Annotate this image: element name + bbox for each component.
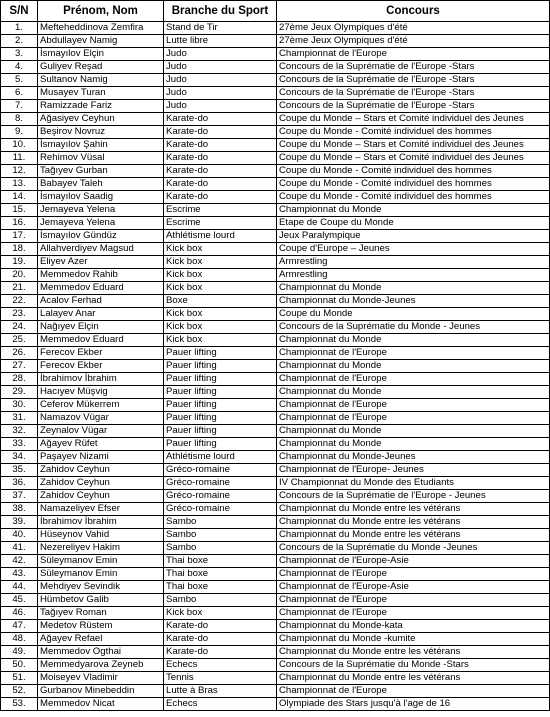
- table-row: [1, 386, 550, 399]
- cell-sn: 28.: [1, 373, 38, 386]
- table-row: [1, 633, 550, 646]
- cell-name: Zeynalov Vügar: [38, 425, 164, 438]
- cell-sn: 17.: [1, 230, 38, 243]
- cell-contest: Championnat de l'Europe- Jeunes: [277, 464, 550, 477]
- cell-contest: Coupe du Monde: [277, 308, 550, 321]
- cell-name: Nezereliyev Hakim: [38, 542, 164, 555]
- cell-sport: Judo: [164, 74, 277, 87]
- cell-name: Ferecov Ekber: [38, 360, 164, 373]
- cell-sn: 39.: [1, 516, 38, 529]
- cell-sn: 15.: [1, 204, 38, 217]
- cell-name: Rehimov Vüsal: [38, 152, 164, 165]
- cell-sn: 6.: [1, 87, 38, 100]
- cell-sport: Karate-do: [164, 191, 277, 204]
- table-row: [1, 516, 550, 529]
- cell-sn: 37.: [1, 490, 38, 503]
- cell-name: Beşirov Novruz: [38, 126, 164, 139]
- cell-sport: Athlétisme lourd: [164, 451, 277, 464]
- cell-name: Zahidov Ceyhun: [38, 490, 164, 503]
- cell-sn: 13.: [1, 178, 38, 191]
- cell-name: Mefteheddinova Zemfira: [38, 22, 164, 35]
- table-row: [1, 347, 550, 360]
- table-row: [1, 698, 550, 711]
- table-row: [1, 542, 550, 555]
- cell-sn: 9.: [1, 126, 38, 139]
- table-row: [1, 607, 550, 620]
- cell-sport: Thai boxe: [164, 581, 277, 594]
- cell-sport: Pauer lifting: [164, 347, 277, 360]
- cell-name: Namazov Vügar: [38, 412, 164, 425]
- cell-sn: 21.: [1, 282, 38, 295]
- table-row: [1, 204, 550, 217]
- cell-sport: Karate-do: [164, 633, 277, 646]
- cell-contest: Championnat du Monde-Jeunes: [277, 451, 550, 464]
- cell-name: Ağasiyev Ceyhun: [38, 113, 164, 126]
- cell-name: Memmedov Nicat: [38, 698, 164, 711]
- cell-sn: 27.: [1, 360, 38, 373]
- cell-contest: Championnat du Monde: [277, 360, 550, 373]
- cell-sport: Kick box: [164, 243, 277, 256]
- cell-contest: Championnat du Monde: [277, 386, 550, 399]
- cell-sport: Lutte libre: [164, 35, 277, 48]
- cell-name: Acalov Ferhad: [38, 295, 164, 308]
- table-row: [1, 360, 550, 373]
- table-row: [1, 646, 550, 659]
- cell-sport: Sambo: [164, 529, 277, 542]
- cell-sn: 18.: [1, 243, 38, 256]
- table-row: [1, 321, 550, 334]
- cell-contest: Coupe du Monde - Comité individuel des hommes: [277, 165, 550, 178]
- cell-sport: Escrime: [164, 204, 277, 217]
- header-sn: S/N: [1, 1, 38, 22]
- cell-sport: Gréco-romaine: [164, 464, 277, 477]
- cell-contest: Concours de la Suprématie de l'Europe -Stars: [277, 74, 550, 87]
- cell-sn: 2.: [1, 35, 38, 48]
- table-row: [1, 48, 550, 61]
- table-row: [1, 165, 550, 178]
- cell-name: Eliyev Azer: [38, 256, 164, 269]
- header-row: [1, 1, 550, 22]
- cell-name: İbrahimov İbrahim: [38, 516, 164, 529]
- cell-sn: 49.: [1, 646, 38, 659]
- cell-sport: Pauer lifting: [164, 399, 277, 412]
- cell-contest: Championnat du Monde entre les vétérans: [277, 529, 550, 542]
- cell-sport: Kick box: [164, 334, 277, 347]
- cell-name: İsmayılov Gündüz: [38, 230, 164, 243]
- table-row: [1, 152, 550, 165]
- cell-sn: 36.: [1, 477, 38, 490]
- cell-sport: Pauer lifting: [164, 386, 277, 399]
- table-row: [1, 256, 550, 269]
- cell-sn: 14.: [1, 191, 38, 204]
- cell-sport: Judo: [164, 61, 277, 74]
- table-row: [1, 113, 550, 126]
- cell-sport: Athlétisme lourd: [164, 230, 277, 243]
- cell-sn: 52.: [1, 685, 38, 698]
- cell-sport: Sambo: [164, 594, 277, 607]
- cell-name: Ağayev Rüfet: [38, 438, 164, 451]
- cell-sn: 34.: [1, 451, 38, 464]
- cell-contest: Championnat du Monde: [277, 438, 550, 451]
- table-row: [1, 490, 550, 503]
- cell-sport: Escrime: [164, 217, 277, 230]
- cell-name: İsmayılov Elçin: [38, 48, 164, 61]
- cell-contest: Championnat de l'Europe: [277, 347, 550, 360]
- cell-contest: Championnat du Monde-kata: [277, 620, 550, 633]
- cell-sn: 12.: [1, 165, 38, 178]
- cell-sn: 30.: [1, 399, 38, 412]
- cell-sport: Kick box: [164, 256, 277, 269]
- cell-contest: Armrestling: [277, 269, 550, 282]
- cell-name: Memmedov Rahib: [38, 269, 164, 282]
- cell-sport: Karate-do: [164, 165, 277, 178]
- table-row: [1, 22, 550, 35]
- cell-sn: 53.: [1, 698, 38, 711]
- cell-sport: Kick box: [164, 308, 277, 321]
- cell-name: İsmayılov Saadig: [38, 191, 164, 204]
- table-row: [1, 451, 550, 464]
- cell-name: Hümbetov Galib: [38, 594, 164, 607]
- cell-sn: 16.: [1, 217, 38, 230]
- cell-sport: Lutte à Bras: [164, 685, 277, 698]
- cell-name: Lalayev Anar: [38, 308, 164, 321]
- table-row: [1, 295, 550, 308]
- table-row: [1, 581, 550, 594]
- cell-sport: Karate-do: [164, 178, 277, 191]
- cell-contest: Championnat du Monde: [277, 425, 550, 438]
- cell-contest: Concours de la Suprématie du Monde - Jeunes: [277, 321, 550, 334]
- cell-contest: 27ème Jeux Olympiques d'été: [277, 22, 550, 35]
- table-row: [1, 178, 550, 191]
- cell-sport: Judo: [164, 48, 277, 61]
- cell-contest: Championnat du Monde-Jeunes: [277, 295, 550, 308]
- cell-contest: Jeux Paralympique: [277, 230, 550, 243]
- cell-name: Memmedov Eduard: [38, 282, 164, 295]
- cell-sn: 24.: [1, 321, 38, 334]
- cell-sn: 22.: [1, 295, 38, 308]
- cell-contest: Concours de la Suprématie de l'Europe -Stars: [277, 61, 550, 74]
- cell-name: Moiseyev Vladimir: [38, 672, 164, 685]
- cell-contest: Coupe d'Europe – Jeunes: [277, 243, 550, 256]
- table-row: [1, 425, 550, 438]
- cell-sport: Judo: [164, 87, 277, 100]
- table-row: [1, 555, 550, 568]
- cell-contest: Championnat du Monde entre les vétérans: [277, 646, 550, 659]
- cell-name: Allahverdiyev Magsud: [38, 243, 164, 256]
- header-sport: Branche du Sport: [164, 1, 277, 22]
- cell-name: İsmayılov Şahin: [38, 139, 164, 152]
- cell-contest: Coupe du Monde – Stars et Comité individuel des Jeunes: [277, 139, 550, 152]
- table-row: [1, 334, 550, 347]
- table-row: [1, 282, 550, 295]
- cell-sn: 31.: [1, 412, 38, 425]
- table-row: [1, 191, 550, 204]
- cell-sn: 1.: [1, 22, 38, 35]
- cell-contest: Coupe du Monde - Comité individuel des hommes: [277, 126, 550, 139]
- cell-name: Guliyev Reşad: [38, 61, 164, 74]
- cell-sn: 46.: [1, 607, 38, 620]
- cell-sport: Karate-do: [164, 620, 277, 633]
- table-row: [1, 399, 550, 412]
- cell-name: Ceferov Mükerrem: [38, 399, 164, 412]
- cell-sn: 20.: [1, 269, 38, 282]
- cell-name: Musayev Turan: [38, 87, 164, 100]
- cell-contest: Championnat de l'Europe-Asie: [277, 555, 550, 568]
- cell-sport: Gréco-romaine: [164, 503, 277, 516]
- cell-sport: Kick box: [164, 607, 277, 620]
- cell-sport: Thai boxe: [164, 568, 277, 581]
- cell-contest: Concours de la Suprématie de l'Europe -Stars: [277, 87, 550, 100]
- cell-contest: Championnat de l'Europe: [277, 568, 550, 581]
- cell-sport: Karate-do: [164, 646, 277, 659]
- cell-sn: 38.: [1, 503, 38, 516]
- table-row: [1, 126, 550, 139]
- cell-contest: Championnat de l'Europe: [277, 685, 550, 698]
- cell-contest: 27ème Jeux Olympiques d'été: [277, 35, 550, 48]
- cell-sn: 50.: [1, 659, 38, 672]
- cell-contest: Championnat de l'Europe: [277, 607, 550, 620]
- cell-sn: 5.: [1, 74, 38, 87]
- table-row: [1, 464, 550, 477]
- cell-contest: Championnat du Monde entre les vétérans: [277, 516, 550, 529]
- cell-sn: 47.: [1, 620, 38, 633]
- cell-name: Hacıyev Müşvig: [38, 386, 164, 399]
- table-row: [1, 620, 550, 633]
- cell-sport: Karate-do: [164, 126, 277, 139]
- table-row: [1, 87, 550, 100]
- cell-name: Ramizzade Fariz: [38, 100, 164, 113]
- table-row: [1, 529, 550, 542]
- cell-contest: Coupe du Monde – Stars et Comité individuel des Jeunes: [277, 152, 550, 165]
- cell-sport: Stand de Tir: [164, 22, 277, 35]
- header-contest: Concours: [277, 1, 550, 22]
- cell-contest: Championnat du Monde entre les vétérans: [277, 503, 550, 516]
- cell-name: Zahidov Ceyhun: [38, 464, 164, 477]
- table-row: [1, 594, 550, 607]
- cell-sn: 35.: [1, 464, 38, 477]
- cell-sport: Kick box: [164, 269, 277, 282]
- cell-sn: 40.: [1, 529, 38, 542]
- cell-sn: 44.: [1, 581, 38, 594]
- table-row: [1, 217, 550, 230]
- cell-contest: Championnat de l'Europe: [277, 373, 550, 386]
- cell-name: Paşayev Nizami: [38, 451, 164, 464]
- cell-name: Memmedov Eduard: [38, 334, 164, 347]
- table-row: [1, 230, 550, 243]
- cell-sport: Pauer lifting: [164, 373, 277, 386]
- cell-contest: IV Championnat du Monde des Etudiants: [277, 477, 550, 490]
- cell-contest: Championnat du Monde entre les vétérans: [277, 672, 550, 685]
- cell-sport: Echecs: [164, 698, 277, 711]
- cell-name: Memmedov Ogthai: [38, 646, 164, 659]
- cell-name: Süleymanov Emin: [38, 568, 164, 581]
- cell-name: İbrahimov İbrahim: [38, 373, 164, 386]
- cell-sn: 45.: [1, 594, 38, 607]
- cell-sport: Thai boxe: [164, 555, 277, 568]
- cell-sport: Karate-do: [164, 152, 277, 165]
- cell-sn: 25.: [1, 334, 38, 347]
- cell-sport: Kick box: [164, 321, 277, 334]
- cell-contest: Coupe du Monde - Comité individuel des hommes: [277, 191, 550, 204]
- cell-name: Zahidov Ceyhun: [38, 477, 164, 490]
- cell-sn: 33.: [1, 438, 38, 451]
- cell-contest: Armrestling: [277, 256, 550, 269]
- table-row: [1, 412, 550, 425]
- cell-sport: Gréco-romaine: [164, 477, 277, 490]
- cell-name: Medetov Rüstem: [38, 620, 164, 633]
- cell-contest: Olympiade des Stars jusqu'à l'age de 16: [277, 698, 550, 711]
- cell-sn: 32.: [1, 425, 38, 438]
- cell-sn: 23.: [1, 308, 38, 321]
- cell-sn: 41.: [1, 542, 38, 555]
- cell-name: Tağıyev Roman: [38, 607, 164, 620]
- cell-name: Tağıyev Gurban: [38, 165, 164, 178]
- cell-contest: Championnat du Monde: [277, 282, 550, 295]
- table-row: [1, 659, 550, 672]
- header-name: Prénom, Nom: [38, 1, 164, 22]
- cell-name: Jemayeva Yelena: [38, 217, 164, 230]
- cell-contest: Championnat du Monde -kumite: [277, 633, 550, 646]
- table-row: [1, 74, 550, 87]
- table-row: [1, 685, 550, 698]
- cell-sport: Karate-do: [164, 113, 277, 126]
- cell-sport: Judo: [164, 100, 277, 113]
- cell-contest: Concours de la Suprématie de l'Europe - Jeunes: [277, 490, 550, 503]
- cell-sn: 48.: [1, 633, 38, 646]
- cell-sport: Pauer lifting: [164, 438, 277, 451]
- table-row: [1, 35, 550, 48]
- cell-name: Memmedyarova Zeyneb: [38, 659, 164, 672]
- cell-contest: Etape de Coupe du Monde: [277, 217, 550, 230]
- cell-sn: 4.: [1, 61, 38, 74]
- cell-sport: Kick box: [164, 282, 277, 295]
- cell-contest: Championnat du Monde: [277, 334, 550, 347]
- cell-contest: Concours de la Suprématie du Monde -Stars: [277, 659, 550, 672]
- cell-contest: Concours de la Suprématie du Monde -Jeunes: [277, 542, 550, 555]
- cell-contest: Championnat de l'Europe: [277, 594, 550, 607]
- table-row: [1, 308, 550, 321]
- cell-sport: Pauer lifting: [164, 425, 277, 438]
- cell-name: Abdullayev Namig: [38, 35, 164, 48]
- cell-name: Gurbanov Minebeddin: [38, 685, 164, 698]
- cell-contest: Championnat de l'Europe: [277, 48, 550, 61]
- cell-contest: Championnat de l'Europe: [277, 399, 550, 412]
- cell-name: Mehdiyev Sevindik: [38, 581, 164, 594]
- cell-sport: Boxe: [164, 295, 277, 308]
- table-row: [1, 672, 550, 685]
- table-row: [1, 438, 550, 451]
- cell-sport: Karate-do: [164, 139, 277, 152]
- table-row: [1, 373, 550, 386]
- cell-sport: Tennis: [164, 672, 277, 685]
- cell-contest: Championnat de l'Europe-Asie: [277, 581, 550, 594]
- cell-sport: Sambo: [164, 516, 277, 529]
- cell-name: Süleymanov Emin: [38, 555, 164, 568]
- cell-sn: 51.: [1, 672, 38, 685]
- table-row: [1, 139, 550, 152]
- cell-name: Jemayeva Yelena: [38, 204, 164, 217]
- table-row: [1, 61, 550, 74]
- cell-contest: Coupe du Monde - Comité individuel des hommes: [277, 178, 550, 191]
- table-row: [1, 100, 550, 113]
- cell-name: Hüseynov Vahid: [38, 529, 164, 542]
- cell-name: Namazeliyev Efser: [38, 503, 164, 516]
- cell-contest: Concours de la Suprématie de l'Europe -Stars: [277, 100, 550, 113]
- cell-sport: Pauer lifting: [164, 360, 277, 373]
- cell-sn: 29.: [1, 386, 38, 399]
- table-row: [1, 477, 550, 490]
- cell-sport: Pauer lifting: [164, 412, 277, 425]
- cell-contest: Championnat du Monde: [277, 204, 550, 217]
- cell-name: Babayev Taleh: [38, 178, 164, 191]
- table-row: [1, 568, 550, 581]
- cell-name: Nağıyev Elçin: [38, 321, 164, 334]
- cell-name: Ferecov Ekber: [38, 347, 164, 360]
- cell-name: Ağayev Refael: [38, 633, 164, 646]
- cell-name: Sultanov Namig: [38, 74, 164, 87]
- table-body: [1, 22, 550, 711]
- cell-sn: 26.: [1, 347, 38, 360]
- cell-sn: 3.: [1, 48, 38, 61]
- cell-sn: 7.: [1, 100, 38, 113]
- cell-sn: 11.: [1, 152, 38, 165]
- cell-sn: 19.: [1, 256, 38, 269]
- cell-sn: 43.: [1, 568, 38, 581]
- table-row: [1, 243, 550, 256]
- cell-sn: 10.: [1, 139, 38, 152]
- cell-sn: 8.: [1, 113, 38, 126]
- cell-sport: Gréco-romaine: [164, 490, 277, 503]
- table-row: [1, 503, 550, 516]
- cell-sport: Sambo: [164, 542, 277, 555]
- cell-sn: 42.: [1, 555, 38, 568]
- cell-contest: Coupe du Monde – Stars et Comité individuel des Jeunes: [277, 113, 550, 126]
- table-row: [1, 269, 550, 282]
- cell-sport: Echecs: [164, 659, 277, 672]
- cell-contest: Championnat de l'Europe: [277, 412, 550, 425]
